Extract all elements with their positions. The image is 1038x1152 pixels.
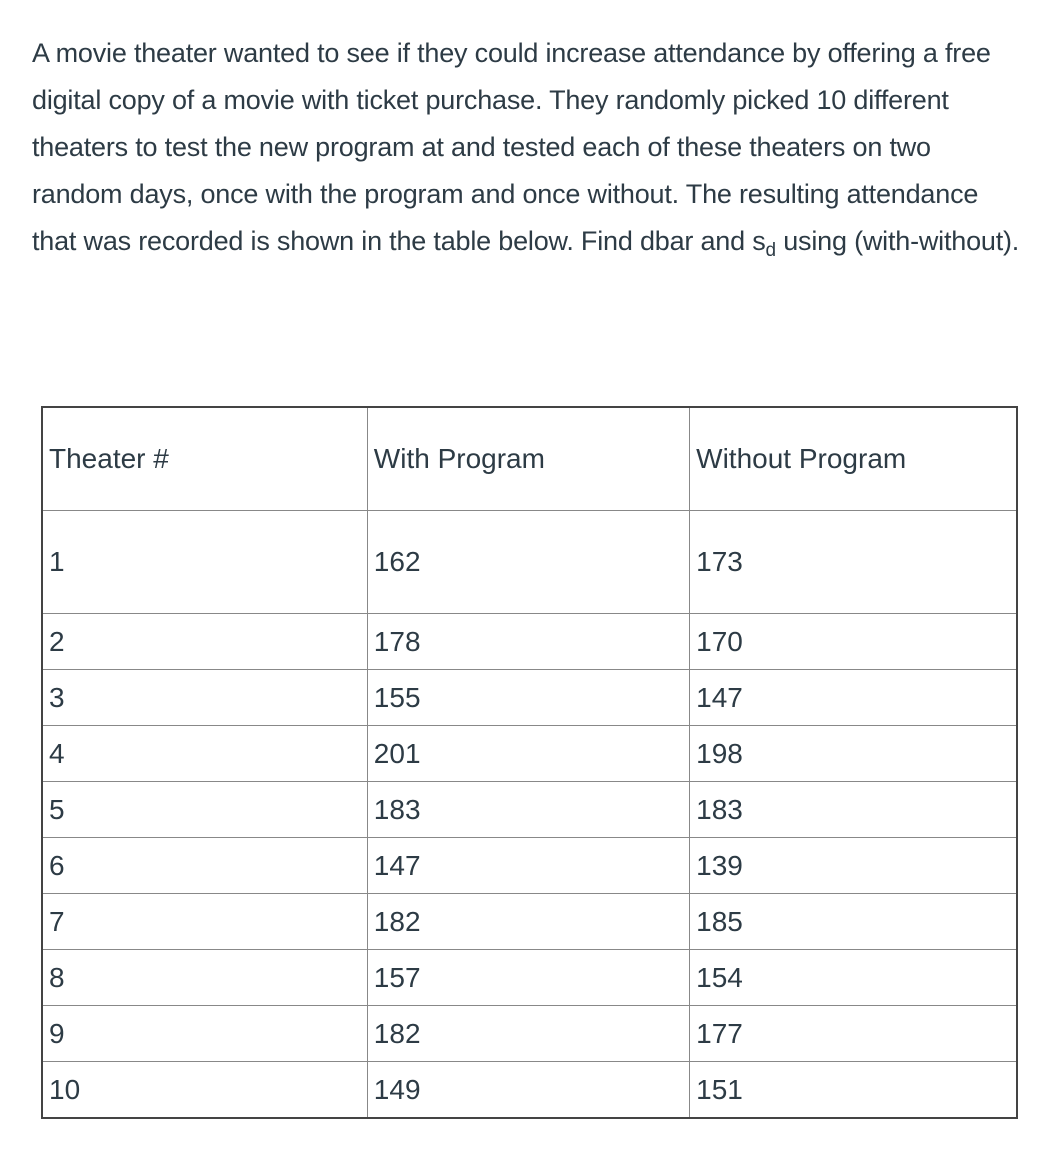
cell-without: 154 xyxy=(690,950,1017,1006)
cell-theater: 4 xyxy=(42,726,367,782)
cell-theater: 8 xyxy=(42,950,367,1006)
cell-with: 157 xyxy=(367,950,689,1006)
header-theater: Theater # xyxy=(42,407,367,511)
table-row xyxy=(42,726,1017,782)
header-without-program: Without Program xyxy=(690,407,1017,511)
cell-with: 155 xyxy=(367,670,689,726)
table-row xyxy=(42,670,1017,726)
table-header-row xyxy=(42,407,1017,511)
cell-without: 139 xyxy=(690,838,1017,894)
table-row xyxy=(42,782,1017,838)
cell-theater: 2 xyxy=(42,614,367,670)
table-row xyxy=(42,894,1017,950)
cell-without: 177 xyxy=(690,1006,1017,1062)
question-body: A movie theater wanted to see if they could increase attendance by offering a free digital copy of a movie with ticket purchase. They randomly picked 10 different theaters to test the new program at and tested each of these theaters on two random days, once with the program and once without. The resulting attendance that was recorded is shown in the table below. Find dbar and s xyxy=(32,38,991,256)
cell-theater: 1 xyxy=(42,511,367,614)
cell-without: 170 xyxy=(690,614,1017,670)
table-row xyxy=(42,838,1017,894)
cell-without: 198 xyxy=(690,726,1017,782)
cell-theater: 10 xyxy=(42,1062,367,1119)
cell-with: 182 xyxy=(367,1006,689,1062)
subscript-d: d xyxy=(765,240,776,261)
question-tail: using (with-without). xyxy=(775,226,1020,256)
cell-with: 183 xyxy=(367,782,689,838)
cell-without: 173 xyxy=(690,511,1017,614)
table-row xyxy=(42,511,1017,614)
cell-theater: 7 xyxy=(42,894,367,950)
question-text xyxy=(32,30,1022,265)
table-row xyxy=(42,950,1017,1006)
cell-theater: 9 xyxy=(42,1006,367,1062)
cell-theater: 5 xyxy=(42,782,367,838)
attendance-table xyxy=(41,406,1018,1119)
cell-without: 185 xyxy=(690,894,1017,950)
table-row xyxy=(42,1062,1017,1119)
cell-with: 201 xyxy=(367,726,689,782)
cell-with: 162 xyxy=(367,511,689,614)
cell-without: 151 xyxy=(690,1062,1017,1119)
table-row xyxy=(42,1006,1017,1062)
cell-theater: 6 xyxy=(42,838,367,894)
cell-with: 147 xyxy=(367,838,689,894)
cell-theater: 3 xyxy=(42,670,367,726)
table-row xyxy=(42,614,1017,670)
header-with-program: With Program xyxy=(367,407,689,511)
cell-with: 149 xyxy=(367,1062,689,1119)
cell-with: 182 xyxy=(367,894,689,950)
cell-without: 147 xyxy=(690,670,1017,726)
cell-without: 183 xyxy=(690,782,1017,838)
cell-with: 178 xyxy=(367,614,689,670)
